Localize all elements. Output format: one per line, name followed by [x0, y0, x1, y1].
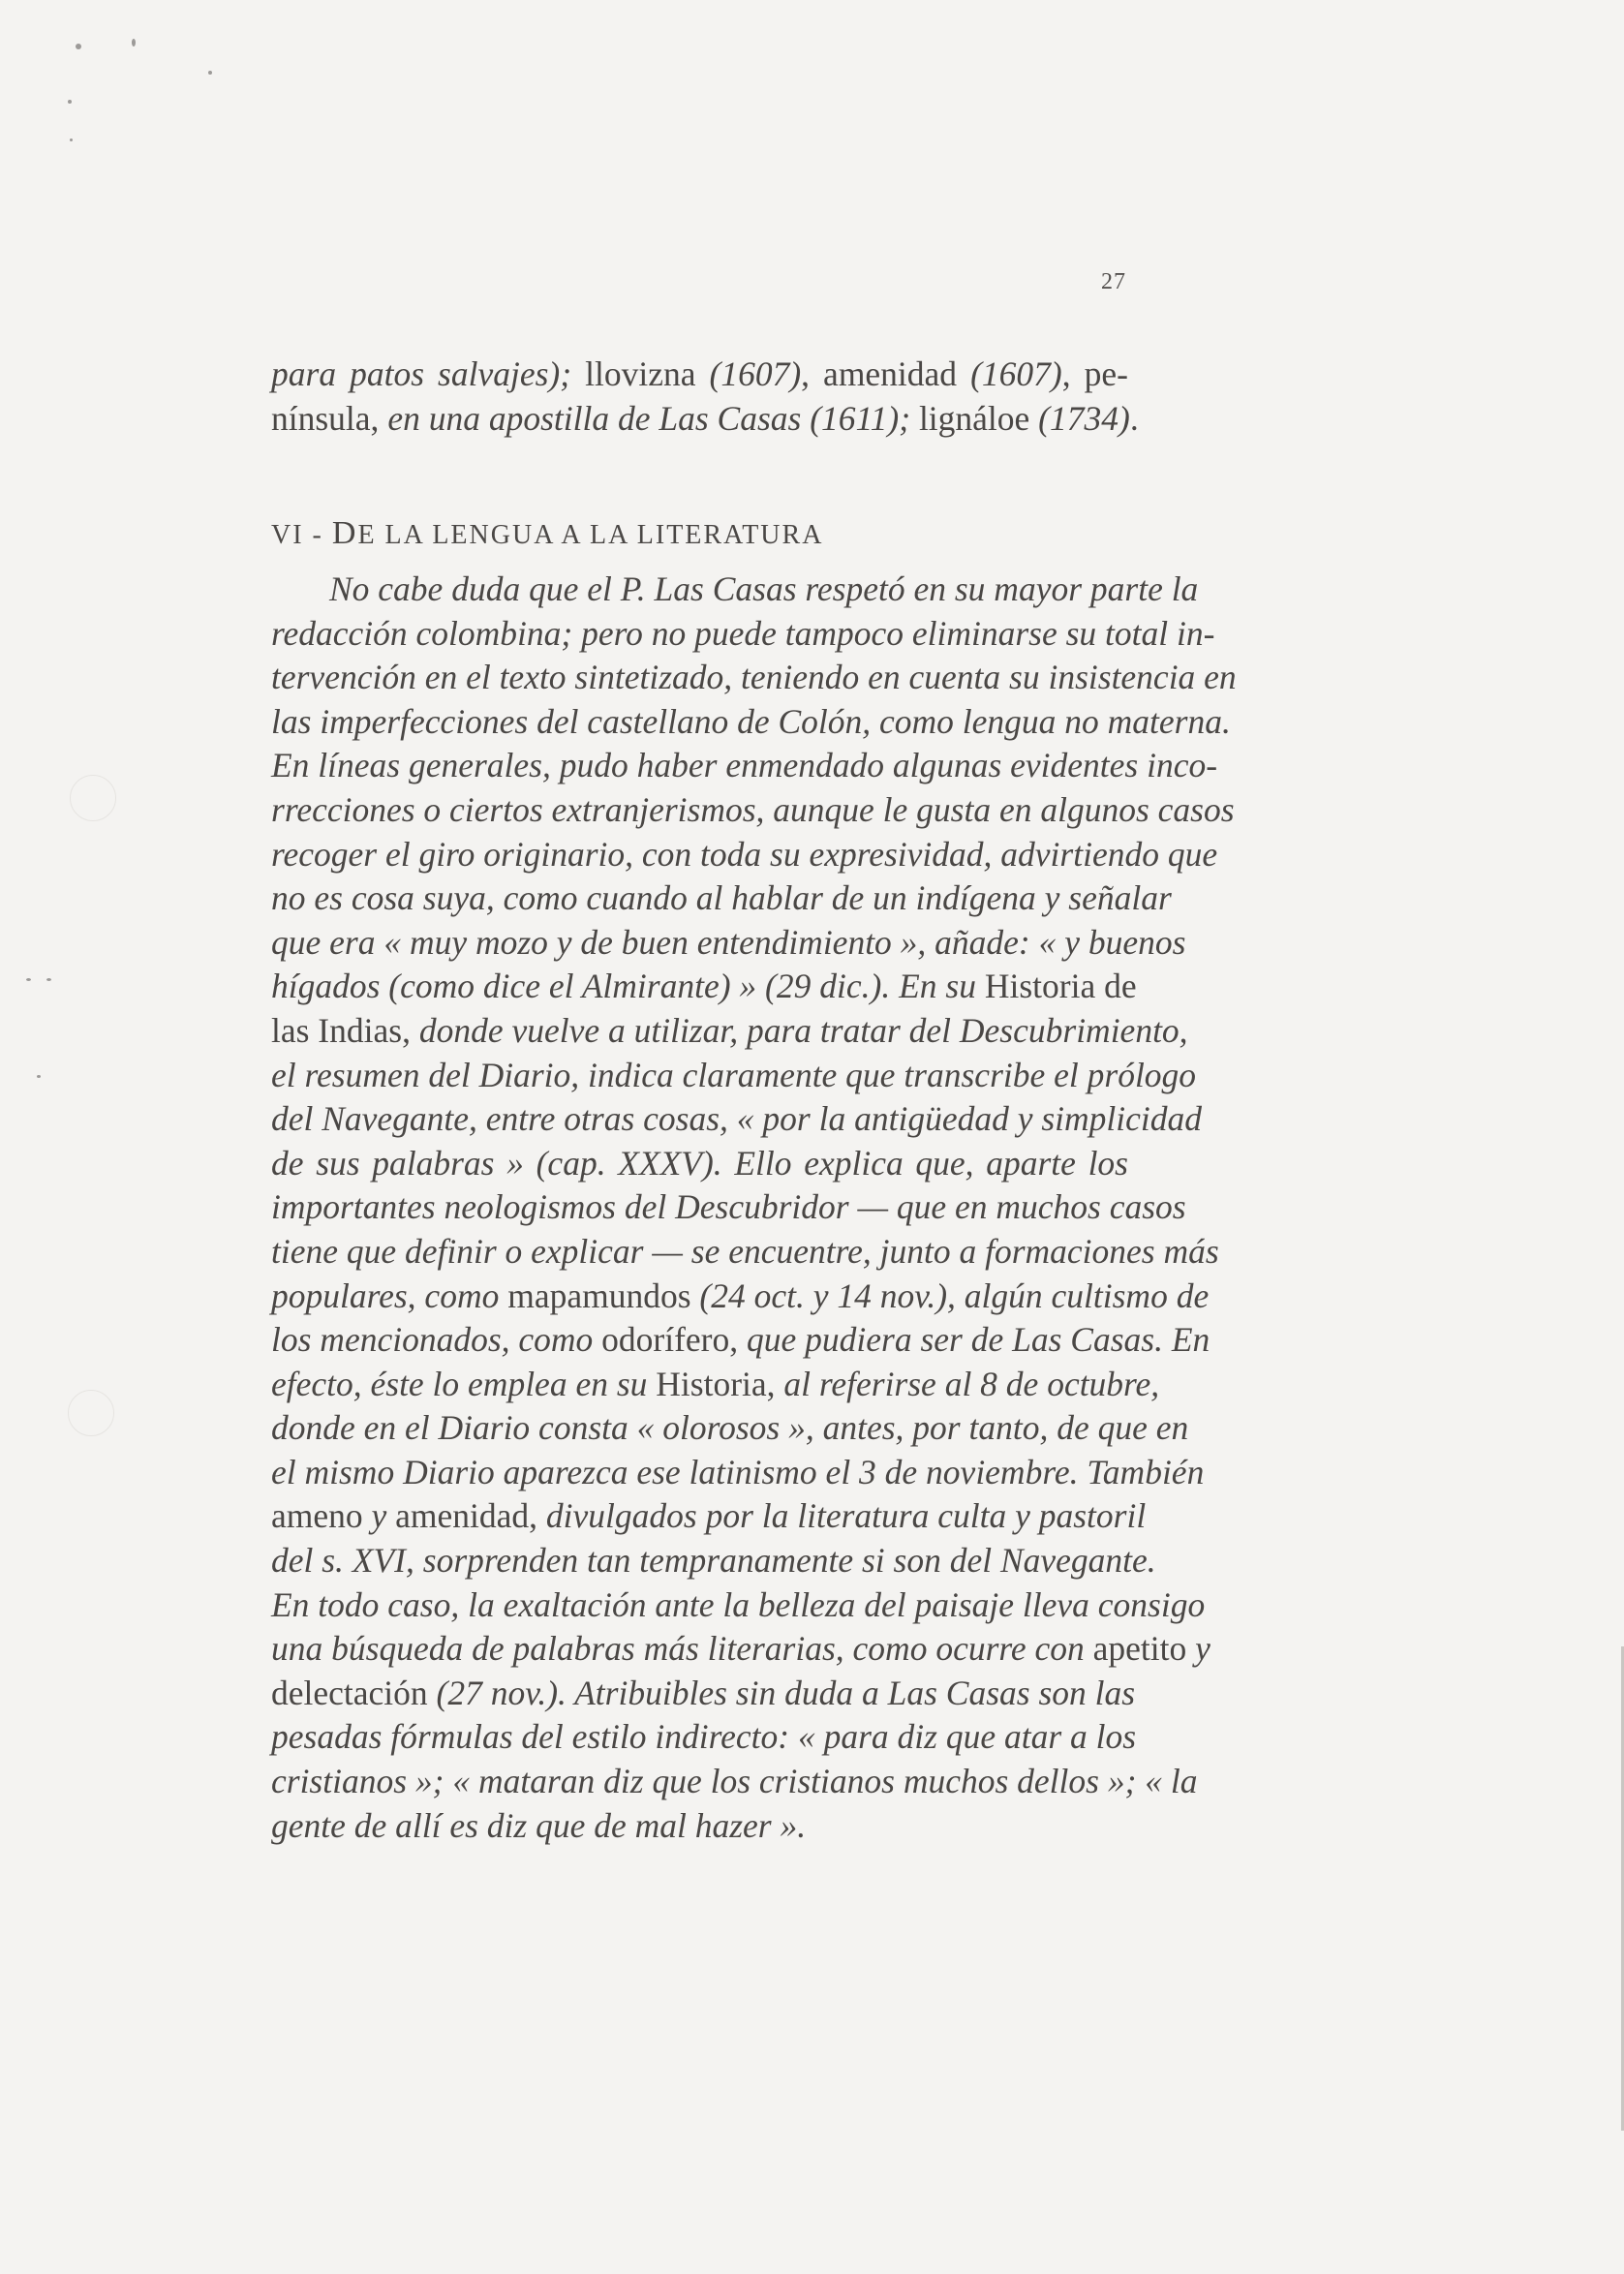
- punch-hole-shadow: [68, 1390, 114, 1436]
- scan-speck: [46, 978, 51, 981]
- italic-text: En todo caso, la exaltación ante la belleza del paisaje lleva consigo: [271, 1584, 1206, 1624]
- text-line: [271, 788, 1235, 833]
- italic-text: (1611);: [810, 398, 919, 438]
- italic-text: donde en el Diario consta « olorosos », antes, por tanto, de que en: [271, 1408, 1189, 1448]
- text-line: [271, 1715, 1137, 1760]
- italic-text: las imperfecciones del castellano de Colón, como lengua no materna.: [271, 701, 1231, 741]
- text-line: [271, 1009, 1188, 1054]
- section-heading-rest: E LA LENGUA A LA LITERATURA: [357, 520, 824, 550]
- text-line: [271, 1672, 1136, 1716]
- italic-text: (1607): [709, 354, 802, 393]
- italic-text: );: [548, 354, 586, 393]
- italic-text: y: [1195, 1629, 1210, 1669]
- roman-text: las Indias,: [271, 1010, 419, 1050]
- italic-text: gente de allí es diz que de mal hazer ».: [271, 1805, 807, 1845]
- italic-text: del Navegante, entre otras cosas, « por la antigüedad y simplicidad: [271, 1099, 1203, 1139]
- text-line: [271, 1142, 1128, 1186]
- text-line: [271, 921, 1186, 966]
- italic-text: cristianos »; « mataran diz que los cristianos muchos dellos »; « la: [271, 1762, 1198, 1801]
- text-line: [271, 1230, 1219, 1275]
- scan-speck: [37, 1075, 41, 1078]
- text-line: [271, 965, 1137, 1009]
- scan-speck: [70, 138, 73, 141]
- text-line: [271, 1363, 1160, 1407]
- body-paragraph: [271, 568, 1237, 1848]
- scan-speck: [132, 39, 136, 46]
- italic-text: y: [371, 1496, 396, 1536]
- roman-text: amenidad,: [395, 1496, 546, 1536]
- italic-text: una búsqueda de palabras más literarias, como ocurre con: [271, 1629, 1093, 1669]
- italic-text: (1734): [1038, 398, 1130, 438]
- italic-text: tiene que definir o explicar — se encuentre, junto a formaciones más: [271, 1231, 1219, 1271]
- text-line: [271, 1451, 1205, 1495]
- roman-text: llovizna: [585, 354, 710, 393]
- roman-text: delectación: [271, 1673, 437, 1712]
- scan-speck: [208, 71, 212, 75]
- italic-text: recoger el giro originario, con toda su expresividad, advirtiendo que: [271, 834, 1218, 874]
- text-line: [271, 1760, 1198, 1804]
- italic-text: el mismo Diario aparezca ese latinismo el 3 de noviembre. También: [271, 1452, 1205, 1491]
- roman-text: apetito: [1092, 1629, 1196, 1669]
- roman-text: .: [1129, 398, 1139, 438]
- roman-text: ameno: [271, 1496, 372, 1536]
- italic-text: No cabe duda que el P. Las Casas respetó en su mayor parte la: [329, 569, 1199, 608]
- text-line: [271, 833, 1218, 877]
- text-line: [271, 876, 1172, 921]
- italic-text: donde vuelve a utilizar, para tratar del Descubrimiento,: [418, 1010, 1188, 1050]
- text-line: [271, 1318, 1210, 1363]
- text-line: [271, 1275, 1210, 1319]
- text-line: [271, 1097, 1203, 1142]
- text-line: [271, 700, 1231, 745]
- text-line: [271, 1583, 1206, 1628]
- italic-text: del s. XVI, sorprenden tan tempranamente si son del Navegante.: [271, 1541, 1156, 1581]
- section-heading: [271, 515, 823, 552]
- italic-text: que pudiera ser de Las Casas. En: [747, 1320, 1210, 1360]
- italic-text: efecto, éste lo emplea en su: [271, 1364, 657, 1403]
- italic-text: divulgados por la literatura culta y pastoril: [545, 1496, 1147, 1536]
- section-number: VI -: [271, 520, 332, 550]
- italic-text: En líneas generales, pudo haber enmendado algunas evidentes inco-: [271, 746, 1218, 785]
- text-line: [271, 1406, 1189, 1451]
- italic-text: (1607): [970, 354, 1062, 393]
- intro-paragraph: [271, 353, 1139, 441]
- roman-text: lignáloe: [918, 398, 1039, 438]
- italic-text: (27 nov.). Atribuibles sin duda a Las Casas son las: [436, 1673, 1136, 1712]
- italic-text: en una apostilla de Las Casas: [387, 398, 811, 438]
- page-number: 27: [1101, 269, 1126, 294]
- italic-text: el resumen del Diario, indica claramente que transcribe el prólogo: [271, 1055, 1197, 1094]
- roman-text: odorífero,: [601, 1320, 747, 1360]
- roman-text: Historia,: [656, 1364, 784, 1403]
- italic-text: redacción colombina; pero no puede tampoco eliminarse su total in-: [271, 613, 1215, 653]
- text-line: [271, 353, 1128, 397]
- italic-text: para patos salvajes: [271, 354, 549, 393]
- italic-text: los mencionados, como: [271, 1320, 602, 1360]
- italic-text: tervención en el texto sintetizado, teniendo en cuenta su insistencia en: [271, 658, 1237, 697]
- text-line: [271, 612, 1215, 657]
- section-heading-initial: D: [331, 515, 358, 551]
- roman-text: , amenidad: [801, 354, 971, 393]
- italic-text: hígados (como dice el Almirante) » (29 dic.). En su: [271, 967, 985, 1006]
- scan-speck: [68, 100, 72, 104]
- roman-text: Historia de: [984, 967, 1137, 1006]
- text-line: [271, 1494, 1147, 1539]
- italic-text: pesadas fórmulas del estilo indirecto: « para diz que atar a los: [271, 1717, 1137, 1757]
- scan-speck: [76, 44, 81, 49]
- text-line: [271, 1627, 1210, 1672]
- italic-text: importantes neologismos del Descubridor — que en muchos casos: [271, 1187, 1186, 1227]
- text-line: [271, 1539, 1156, 1583]
- italic-text: no es cosa suya, como cuando al hablar de un indígena y señalar: [271, 878, 1172, 918]
- text-line: [271, 397, 1139, 442]
- scan-speck: [26, 978, 31, 981]
- roman-text: nínsula,: [271, 398, 388, 438]
- text-line: [271, 744, 1218, 788]
- italic-text: rrecciones o ciertos extranjerismos, aunque le gusta en algunos casos: [271, 789, 1235, 829]
- text-line: [271, 568, 1199, 612]
- text-line: [271, 656, 1237, 700]
- italic-text: (24 oct. y 14 nov.), algún cultismo de: [699, 1275, 1210, 1315]
- text-line: [271, 1054, 1197, 1098]
- punch-hole-shadow: [70, 775, 116, 821]
- italic-text: populares, como: [271, 1275, 508, 1315]
- text-line: [271, 1185, 1186, 1230]
- roman-text: mapamundos: [507, 1275, 700, 1315]
- italic-text: que era « muy mozo y de buen entendimiento », añade: « y buenos: [271, 922, 1186, 962]
- italic-text: al referirse al 8 de octubre,: [783, 1364, 1160, 1403]
- italic-text: de sus palabras » (cap. XXXV). Ello explica que, aparte los: [271, 1143, 1128, 1183]
- text-line: [271, 1804, 1128, 1849]
- roman-text: , pe-: [1061, 354, 1128, 393]
